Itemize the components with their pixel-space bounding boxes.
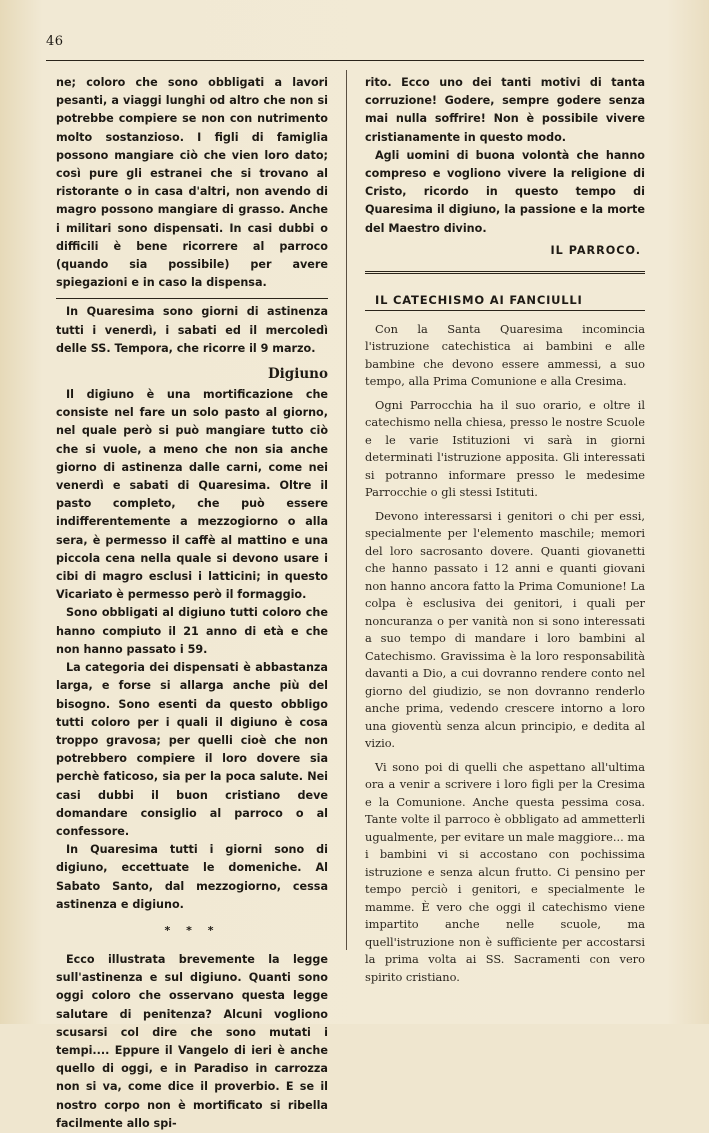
astinenza-paragraph: In Quaresima sono giorni di astinenza tutti i venerdì, i sabati ed il mercoledì delle SS. Tempora, che ricorre il 9 marzo.: [56, 305, 328, 355]
header-rule: [46, 60, 644, 61]
digiuno-text: [56, 386, 328, 914]
catechismo-paragraph: Con la Santa Quaresima incomincia l'istruzione catechistica ai bambini e alle bambine che devono essere ammessi, a suo tempo, alla Prima Comunione e alla Cresima.: [365, 321, 645, 389]
continuation-paragraph: Agli uomini di buona volontà che hanno compreso e vogliono vivere la religione di Cristo, ricordo in questo tempo di Quaresima il digiuno, la passione e la morte del Maestro divino.: [365, 148, 645, 235]
column-divider: [346, 70, 347, 950]
paragraph-rule: [56, 298, 328, 299]
right-column: [365, 74, 645, 986]
closing-text: [56, 951, 328, 1133]
catechismo-paragraph: Vi sono poi di quelli che aspettano all'ultima ora a venir a scrivere i loro figli per la Cresima e la Comunione. Anche questa pessima cosa. Tante volte il parroco è obbligato ad ammetterli ugualmente, per evitare un male maggiore... ma i bambini vi si accostano con pochissima istruzione e senza alcun frutto. Ci pensino per tempo perciò i genitori, e specialmente le mamme. È vero che oggi il catechismo viene impartito anche nelle scuole, ma quell'istruzione non è sufficiente per accostarsi la prima volta ai SS. Sacramenti con vero spirito cristiano.: [365, 759, 645, 984]
continuation-paragraph: rito. Ecco uno dei tanti motivi di tanta corruzione! Godere, sempre godere senza mai nulla soffrire! Non è possibile vivere cristianamente in questo modo.: [365, 76, 645, 144]
closing-paragraph: Ecco illustrata brevemente la legge sull'astinenza e sul digiuno. Quanti sono oggi coloro che osservano questa legge salutare di penitenza? Alcuni vogliono scusarsi col dire che sono mutati i tempi.... Eppure il Vangelo di ieri è anche quello di oggi, e in Paradiso in carrozza non si va, come dice il proverbio. E se il nostro corpo non è mortificato si ribella facilmente allo spi-: [56, 952, 328, 1130]
digiuno-paragraph: Il digiuno è una mortificazione che consiste nel fare un solo pasto al giorno, nel quale però si può mangiare tutto ciò che si vuole, a meno che non sia anche giorno di astinenza dalle carni, come nei venerdì e sabati di Quaresima. Oltre il pasto completo, che può essere indifferentemente a mezzogiorno o alla sera, è permesso il caffè al mattino e una piccola cena nella quale si devono usare i cibi di magro esclusi i latticini; in questo Vicariato è permesso però il formaggio.: [56, 388, 328, 602]
section-title-catechismo: IL CATECHISMO AI FANCIULLI: [375, 292, 583, 307]
catechismo-paragraph: Devono interessarsi i genitori o chi per essi, specialmente per l'elemento maschile; memori del loro sacrosanto dovere. Quanti giovanetti che hanno passato i 12 anni e quanti giovani non hanno ancora fatto la Prima Comunione! La colpa è esclusiva dei genitori, i quali per noncuranza o per vanità non si sono interessati a suo tempo di mandare i loro bambini al Catechismo. Gravissima è la loro responsabilità davanti a Dio, a cui dovranno rendere conto nel giorno del giudizio, se non dovranno renderlo anche prima, vedendo crescere intorno a loro una gioventù senza alcun principio, e dedita al vizio.: [365, 508, 645, 751]
digiuno-paragraph: In Quaresima tutti i giorni sono di digiuno, eccettuate le domeniche. Al Sabato Santo, dal mezzogiorno, cessa astinenza e digiuno.: [56, 843, 328, 911]
intro-text: [56, 74, 328, 292]
digiuno-paragraph: Sono obbligati al digiuno tutti coloro che hanno compiuto il 21 anno di età e che non hanno passato i 59.: [56, 606, 328, 656]
astinenza-text: [56, 303, 328, 358]
digiuno-paragraph: La categoria dei dispensati è abbastanza larga, e forse si allarga anche più del bisogno. Sono esenti da questo obbligo tutti coloro per i quali il digiuno è cosa troppo gravosa; per quelli cioè che non potrebbero compiere il loro dovere sia perchè faticoso, sia per la poca salute. Nei casi dubbi il buon cristiano deve domandare consiglio al parroco o al confessore.: [56, 661, 328, 838]
continuation-text: [365, 74, 645, 238]
intro-paragraph: ne; coloro che sono obbligati a lavori pesanti, a viaggi lunghi od altro che non si potrebbe compiere se non con nutrimento molto sostanzioso. I figli di famiglia possono mangiare ciò che vien loro dato; così pure gli estranei che si trovano al ristorante o in casa d'altri, non avendo di magro possono mangiare di grasso. Anche i militari sono dispensati. In casi dubbi o difficili è bene ricorrere al parroco (quando sia possibile) per avere spiegazioni e in caso la dispensa.: [56, 76, 328, 290]
signature: IL PARROCO.: [550, 243, 641, 257]
page-number: 46: [46, 34, 64, 49]
catechismo-text: [365, 321, 645, 987]
section-heading-digiuno: Digiuno: [267, 366, 328, 383]
left-column: [56, 74, 328, 1133]
section-rule: [365, 271, 645, 274]
section-separator: * * *: [164, 923, 220, 937]
title-underline: [365, 310, 645, 311]
catechismo-paragraph: Ogni Parrocchia ha il suo orario, e oltre il catechismo nella chiesa, presso le nostre Scuole e le varie Istituzioni vi sarà in giorni determinati l'istruzione apposita. Gli interessati si potranno informare presso le medesime Parrocchie o gli stessi Istituti.: [365, 397, 645, 500]
